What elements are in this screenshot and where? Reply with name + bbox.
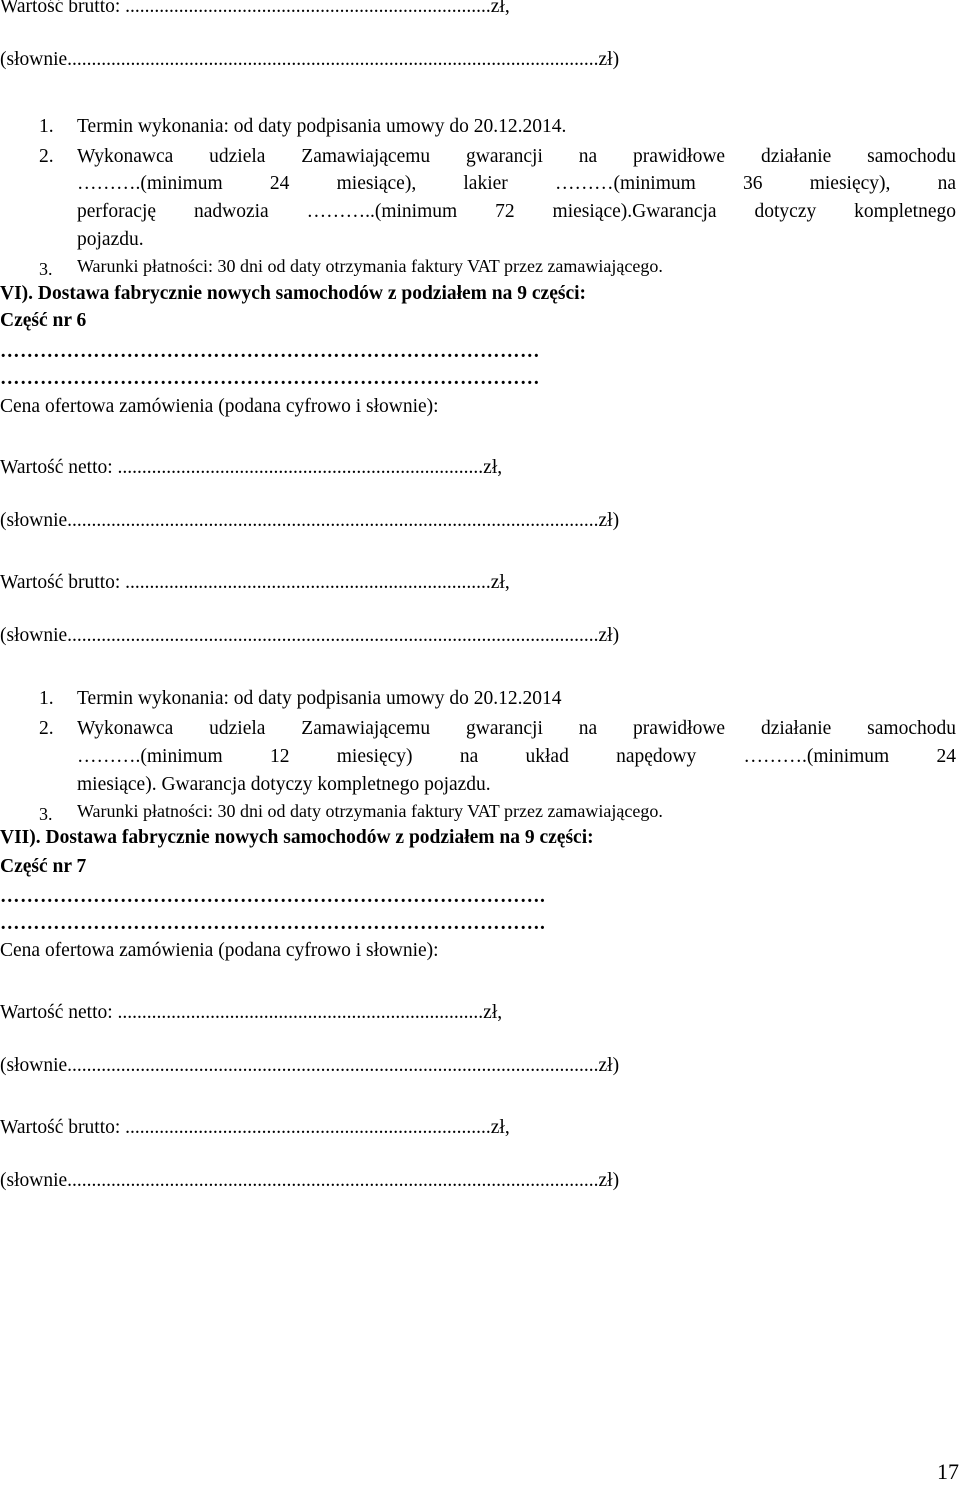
slownie-line: (słownie.............................................................................................................zł)	[0, 625, 620, 646]
part-title: Część nr 7	[0, 856, 87, 877]
term-deadline: Termin wykonania: od daty podpisania umowy do 20.12.2014	[77, 688, 562, 709]
dotted-line: ………………………………………………………………………	[0, 341, 540, 362]
slownie-line: (słownie.............................................................................................................zł)	[0, 1055, 620, 1076]
warranty-line-3: miesiące). Gwarancja dotyczy kompletnego pojazdu.	[77, 774, 491, 795]
netto-line: Wartość netto: ...........................................................................zł,	[0, 1002, 503, 1023]
term-deadline: Termin wykonania: od daty podpisania umowy do 20.12.2014.	[77, 116, 567, 137]
page-number: 17	[937, 1459, 959, 1484]
list-number: 1.	[39, 688, 54, 709]
warranty-line-4: pojazdu.	[77, 229, 144, 250]
list-number: 3.	[39, 804, 53, 824]
dotted-line: ……………………………………………………………………….	[0, 886, 546, 907]
list-number: 3.	[39, 259, 53, 279]
part-title: Część nr 6	[0, 310, 87, 331]
section-heading: VII). Dostawa fabrycznie nowych samochodów z podziałem na 9 części:	[0, 827, 594, 848]
dotted-line: ……………………………………………………………………….	[0, 913, 546, 934]
payment-terms: Warunki płatności: 30 dni od daty otrzymania faktury VAT przez zamawiającego.	[77, 256, 663, 276]
warranty-line-3: perforację nadwozia ………..(minimum 72 miesiące).Gwarancja dotyczy kompletnego	[77, 201, 956, 222]
brutto-line: Wartość brutto: ...........................................................................zł,	[0, 572, 510, 593]
warranty-line-1: Wykonawca udziela Zamawiającemu gwarancji na prawidłowe działanie samochodu	[77, 718, 956, 739]
dotted-line: ………………………………………………………………………	[0, 368, 540, 389]
warranty-line-1: Wykonawca udziela Zamawiającemu gwarancji na prawidłowe działanie samochodu	[77, 146, 956, 167]
slownie-line: (słownie.............................................................................................................zł)	[0, 1170, 620, 1191]
warranty-line-2: ……….(minimum 24 miesiące), lakier ………(minimum 36 miesięcy), na	[77, 173, 956, 194]
slownie-line: (słownie.............................................................................................................zł)	[0, 49, 620, 70]
list-number: 1.	[39, 116, 54, 137]
warranty-line-2: ……….(minimum 12 miesięcy) na układ napędowy ……….(minimum 24	[77, 746, 956, 767]
brutto-line: Wartość brutto: ...........................................................................zł,	[0, 1117, 510, 1138]
section-heading: VI). Dostawa fabrycznie nowych samochodów z podziałem na 9 części:	[0, 283, 587, 304]
slownie-line: (słownie.............................................................................................................zł)	[0, 510, 620, 531]
list-number: 2.	[39, 146, 54, 167]
list-number: 2.	[39, 718, 54, 739]
price-label: Cena ofertowa zamówienia (podana cyfrowo i słownie):	[0, 940, 439, 961]
price-label: Cena ofertowa zamówienia (podana cyfrowo i słownie):	[0, 396, 439, 417]
brutto-line: Wartość brutto: ...........................................................................zł,	[0, 0, 510, 17]
payment-terms: Warunki płatności: 30 dni od daty otrzymania faktury VAT przez zamawiającego.	[77, 801, 663, 821]
netto-line: Wartość netto: ...........................................................................zł,	[0, 457, 503, 478]
